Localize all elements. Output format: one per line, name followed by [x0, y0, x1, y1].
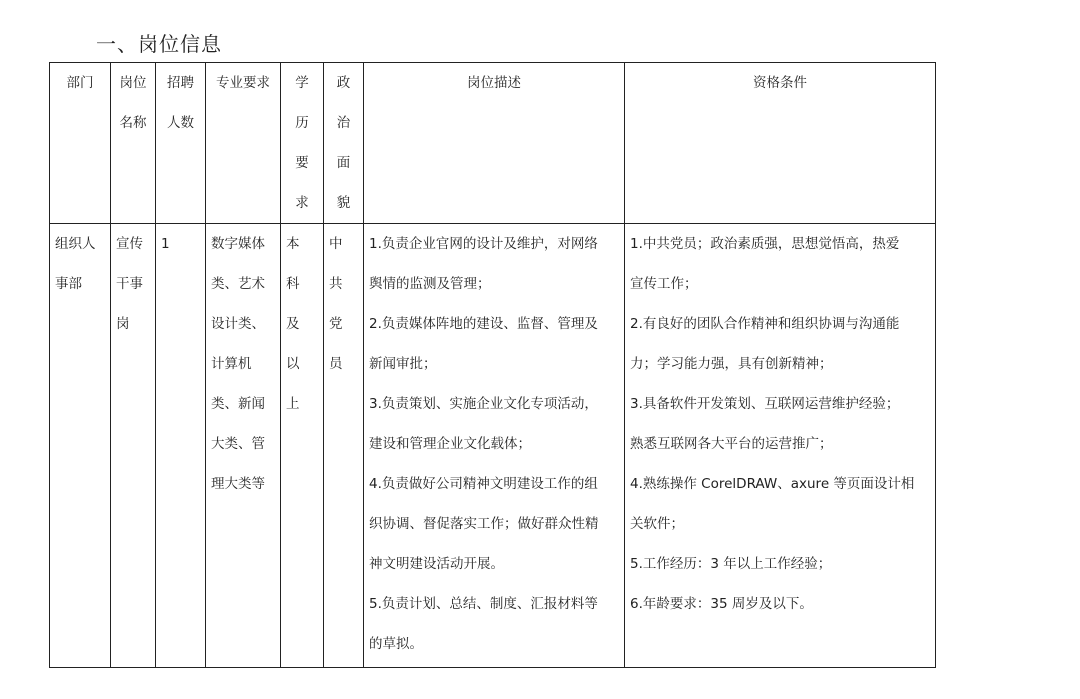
cell-line: 历: [295, 115, 309, 131]
job-info-table: [49, 62, 936, 668]
cell-education: [281, 224, 324, 668]
cell-count: [156, 224, 206, 668]
cell-line: 理大类等: [211, 476, 265, 492]
cell-line: 类、新闻: [211, 396, 265, 412]
cell-line: 建设和管理企业文化载体；: [369, 436, 531, 452]
header-politics: [324, 63, 364, 224]
cell-line: 1.负责企业官网的设计及维护，对网络: [369, 236, 598, 252]
cell-line: 2.负责媒体阵地的建设、监督、管理及: [369, 316, 598, 332]
cell-line: 学: [295, 75, 309, 91]
header-count: [156, 63, 206, 224]
cell-line: 干事: [116, 276, 143, 292]
cell-line: 本: [286, 236, 300, 252]
cell-position: [111, 224, 156, 668]
cell-line: 人数: [167, 115, 194, 131]
cell-line: 治: [336, 115, 351, 131]
cell-line: 6.年龄要求：35 周岁及以下。: [630, 596, 813, 612]
header-position: [111, 63, 156, 224]
cell-line: 宣传工作；: [630, 276, 698, 292]
cell-major: [206, 224, 281, 668]
cell-line: 貌: [336, 195, 351, 211]
cell-line: 3.具备软件开发策划、互联网运营维护经验；: [630, 396, 900, 412]
cell-line: 计算机: [211, 356, 252, 372]
cell-line: 部门: [66, 75, 94, 91]
cell-line: 织协调、督促落实工作；做好群众性精: [369, 516, 599, 532]
cell-line: 类、艺术: [211, 276, 265, 292]
cell-line: 关软件；: [630, 516, 684, 532]
cell-line: 岗位: [119, 75, 147, 91]
cell-line: 求: [295, 195, 309, 211]
cell-line: 2.有良好的团队合作精神和组织协调与沟通能: [630, 316, 900, 332]
cell-line: 以: [286, 356, 300, 372]
header-description: [364, 63, 625, 224]
cell-line: 新闻审批；: [369, 356, 437, 372]
cell-line: 大类、管: [211, 436, 265, 452]
header-education: [281, 63, 324, 224]
cell-line: 岗: [116, 316, 130, 332]
cell-line: 力；学习能力强，具有创新精神；: [630, 356, 833, 372]
header-qualification: [625, 63, 936, 224]
cell-line: 员: [329, 356, 343, 372]
cell-line: 事部: [55, 276, 82, 292]
cell-line: 面: [336, 155, 351, 171]
cell-line: 政: [336, 75, 351, 91]
cell-line: 设计类、: [211, 316, 265, 332]
cell-line: 招聘: [167, 75, 194, 91]
cell-line: 5.工作经历：3 年以上工作经验；: [630, 556, 832, 572]
cell-line: 中: [329, 236, 343, 252]
table-header-row: [50, 63, 936, 224]
cell-line: 宣传: [116, 236, 143, 252]
cell-line: 专业要求: [216, 75, 270, 91]
header-major: [206, 63, 281, 224]
table-row: [50, 224, 936, 668]
cell-line: 共: [329, 276, 343, 292]
header-dept: [50, 63, 111, 224]
cell-line: 数字媒体: [211, 236, 265, 252]
cell-line: 5.负责计划、总结、制度、汇报材料等: [369, 596, 598, 612]
cell-line: 3.负责策划、实施企业文化专项活动，: [369, 396, 598, 412]
cell-line: 名称: [119, 115, 147, 131]
cell-line: 党: [329, 316, 343, 332]
cell-line: 的草拟。: [369, 636, 423, 652]
cell-line: 1.中共党员；政治素质强，思想觉悟高，热爱: [630, 236, 900, 252]
cell-line: 神文明建设活动开展。: [369, 556, 504, 572]
cell-line: 4.熟练操作 CorelDRAW、axure 等页面设计相: [630, 476, 915, 492]
cell-line: 舆情的监测及管理；: [369, 276, 491, 292]
cell-dept: [50, 224, 111, 668]
cell-line: 及: [286, 316, 300, 332]
cell-line: 上: [286, 396, 300, 412]
cell-line: 4.负责做好公司精神文明建设工作的组: [369, 476, 598, 492]
cell-line: 1: [161, 236, 170, 252]
section-title: 一、岗位信息: [96, 32, 222, 56]
cell-qualification: [625, 224, 936, 668]
cell-line: 要: [295, 155, 309, 171]
cell-line: 资格条件: [753, 75, 807, 91]
cell-line: 组织人: [55, 236, 96, 252]
cell-line: 岗位描述: [467, 75, 521, 91]
cell-line: 科: [286, 276, 300, 292]
cell-line: 熟悉互联网各大平台的运营推广；: [630, 436, 833, 452]
cell-politics: [324, 224, 364, 668]
cell-description: [364, 224, 625, 668]
